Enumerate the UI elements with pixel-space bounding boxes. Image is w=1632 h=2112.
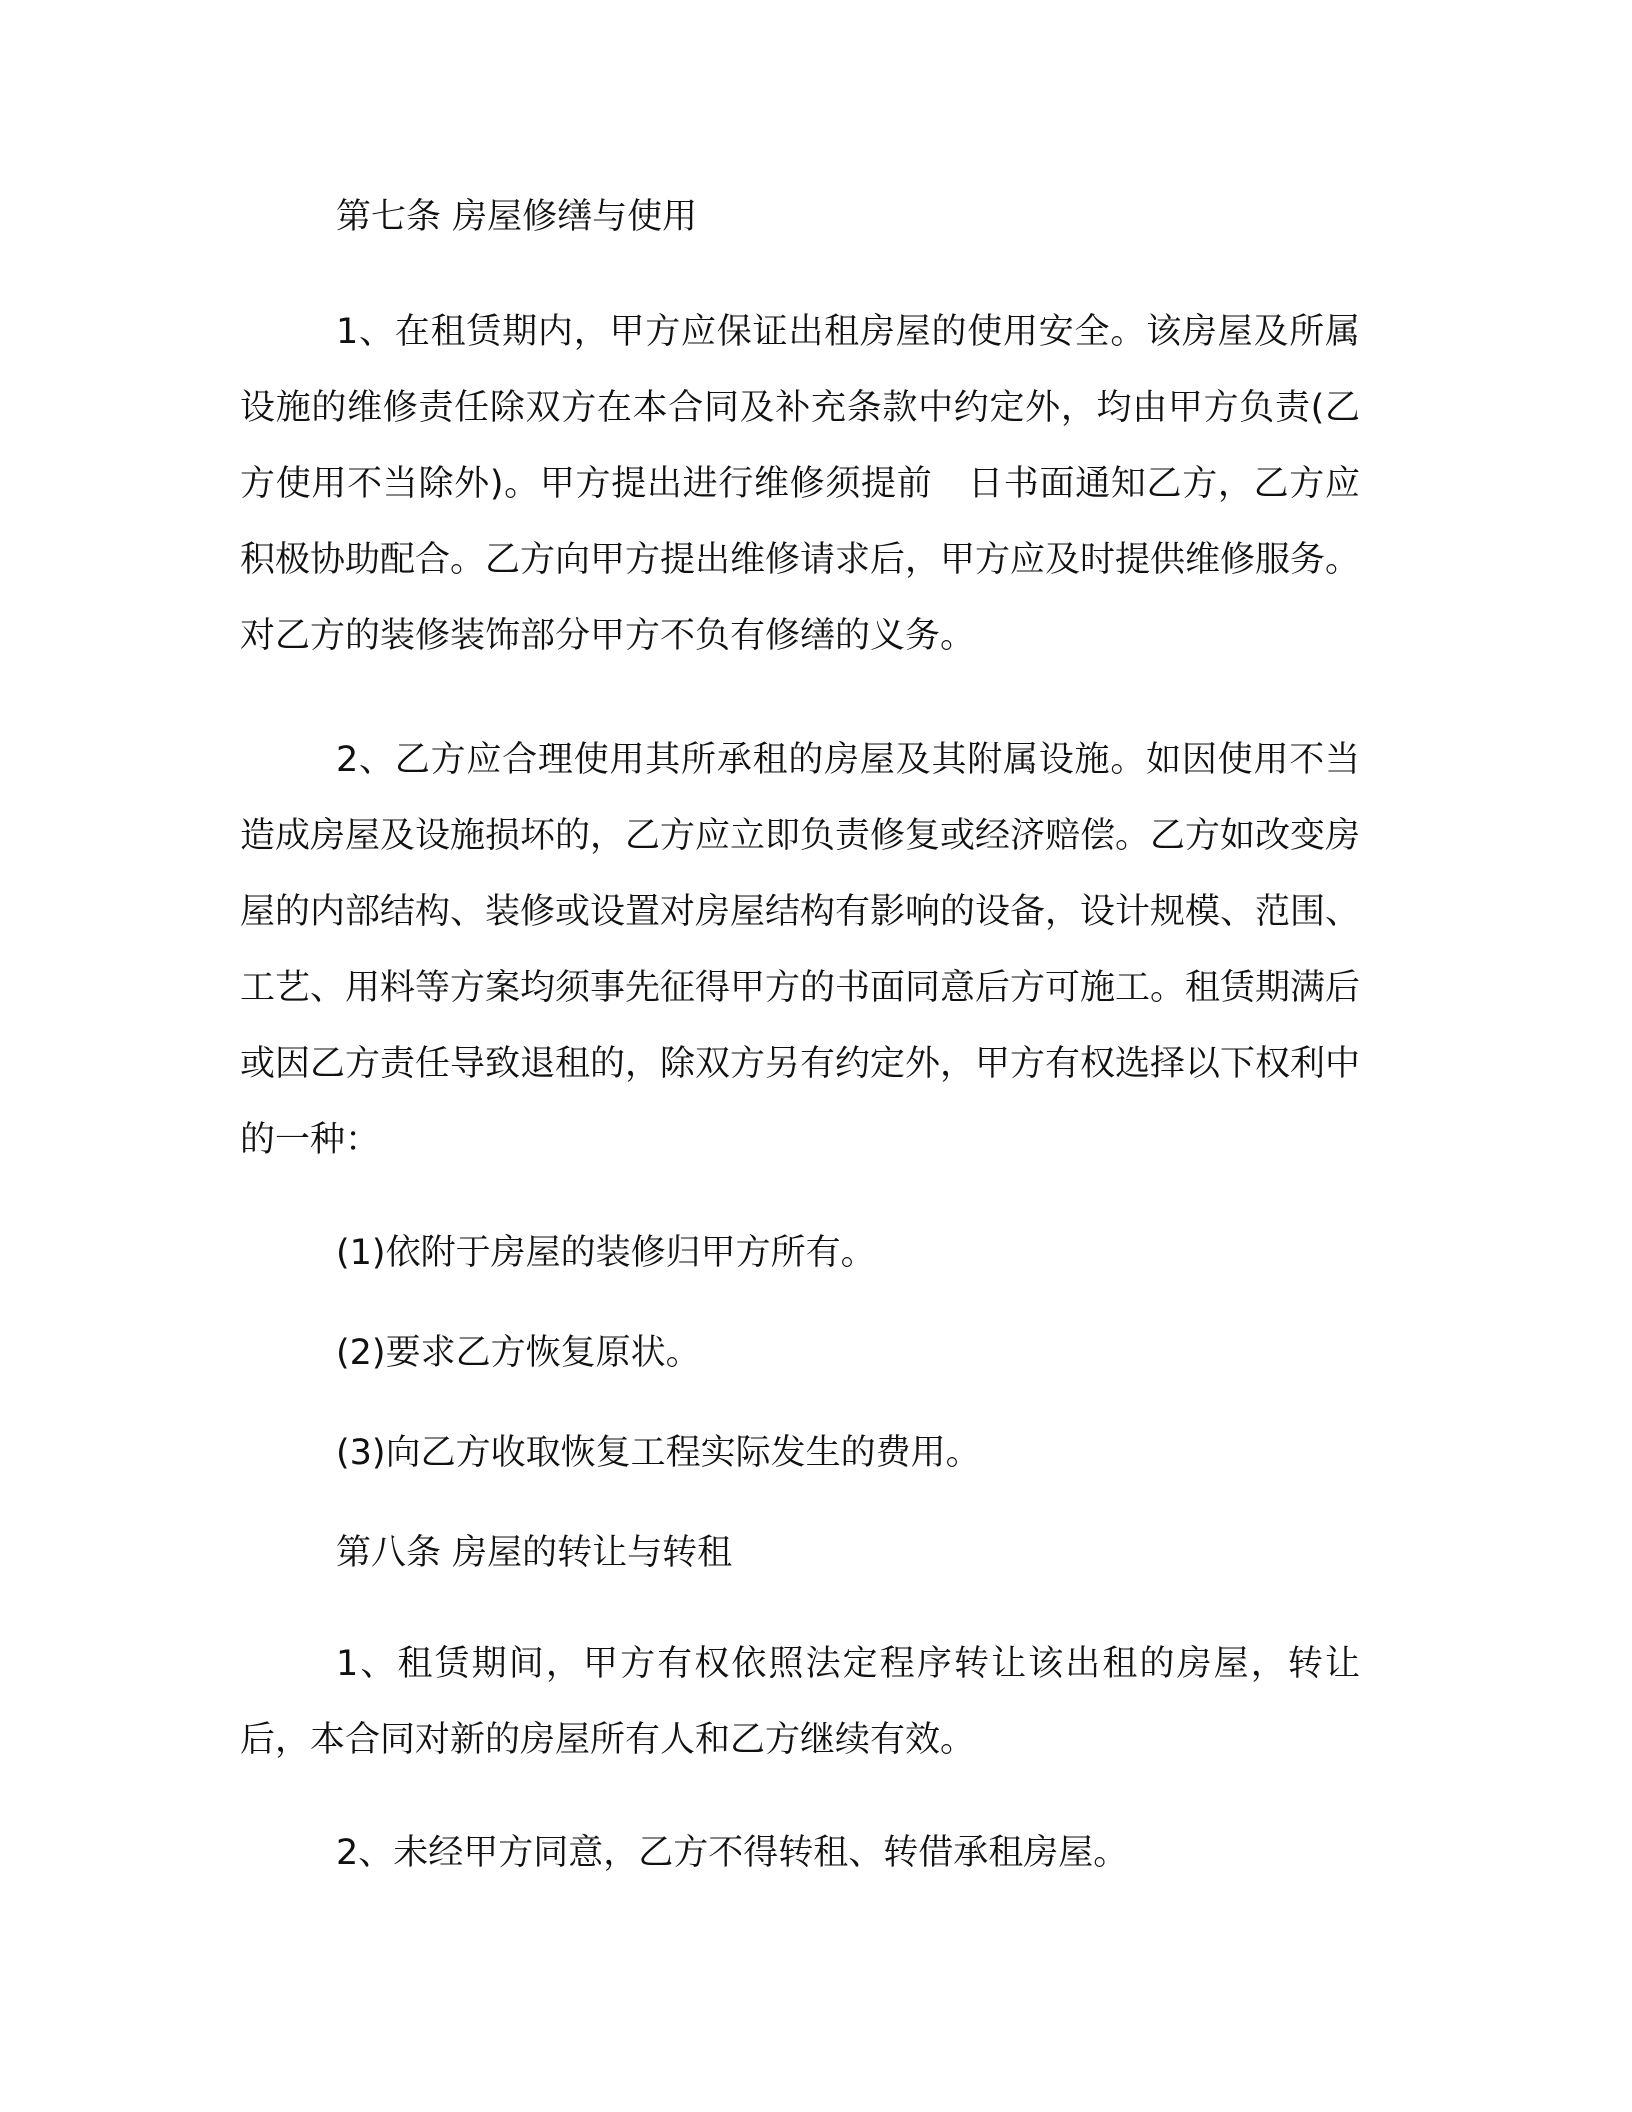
article7-heading: 第七条 房屋修缮与使用 — [336, 197, 698, 237]
article8-paragraph-2: 2、未经甲方同意，乙方不得转租、转借承租房屋。 — [336, 1833, 1129, 1873]
article7-option-2: (2)要求乙方恢复原状。 — [336, 1333, 701, 1373]
article7-paragraph-2: 2、乙方应合理使用其所承租的房屋及其附属设施。如因使用不当造成房屋及设施损坏的，乙方应立即负责修复或经济赔偿。乙方如改变房屋的内部结构、装修或设置对房屋结构有影响的设备，设计规模、范围、工艺、用料等方案均须事先征得甲方的书面同意后方可施工。租赁期满后或因乙方责任导致退租的，除双方另有约定外，甲方有权选择以下权利中的一种： — [240, 740, 1361, 1160]
article8-heading: 第八条 房屋的转让与转租 — [336, 1533, 733, 1573]
article7-option-3: (3)向乙方收取恢复工程实际发生的费用。 — [336, 1433, 981, 1473]
article7-option-1: (1)依附于房屋的装修归甲方所有。 — [336, 1233, 876, 1273]
article7-paragraph-1: 1、在租赁期内，甲方应保证出租房屋的使用安全。该房屋及所属设施的维修责任除双方在本合同及补充条款中约定外，均由甲方负责(乙方使用不当除外)。甲方提出进行维修须提前 日书面通知乙方，乙方应积极协助配合。乙方向甲方提出维修请求后，甲方应及时提供维修服务。对乙方的装修装饰部分甲方不负有修缮的义务。 — [240, 312, 1361, 656]
document-page — [240, 190, 1360, 1880]
article8-paragraph-1: 1、租赁期间，甲方有权依照法定程序转让该出租的房屋，转让后，本合同对新的房屋所有人和乙方继续有效。 — [240, 1644, 1360, 1760]
